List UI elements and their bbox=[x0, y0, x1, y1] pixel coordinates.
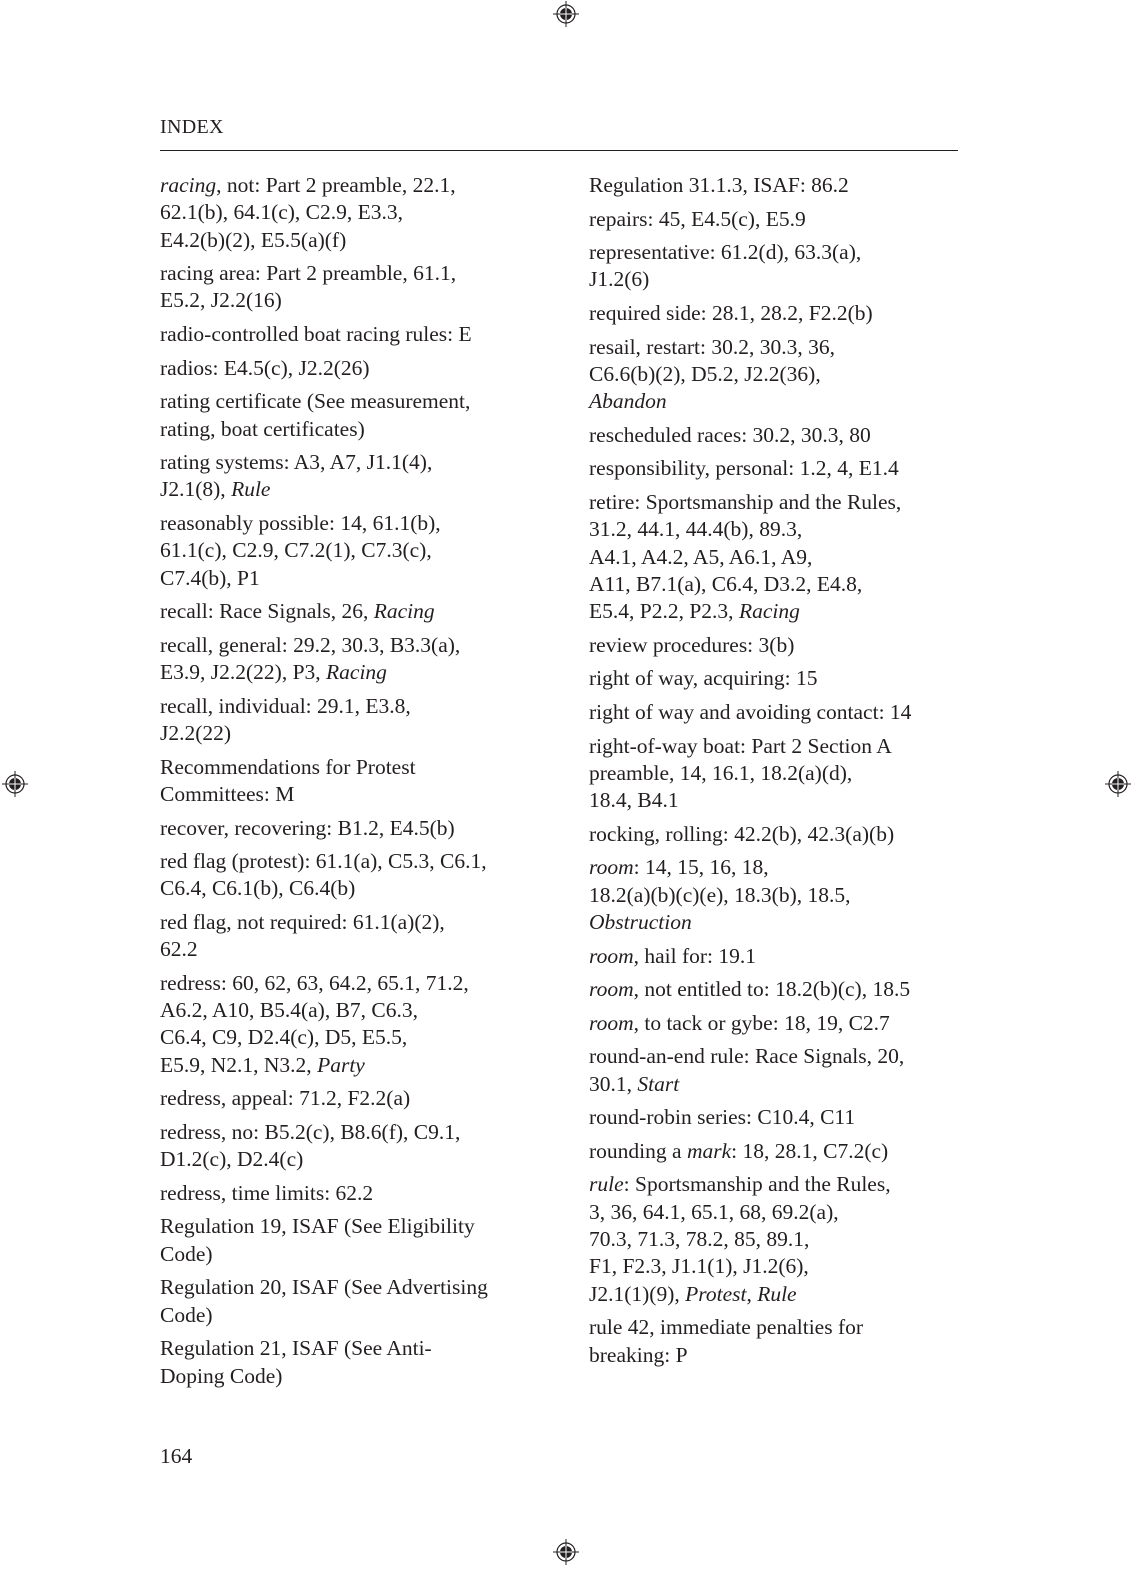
italic-term: racing bbox=[160, 173, 217, 197]
entry-text: rating systems: A3, A7, J1.1(4), bbox=[160, 450, 433, 475]
entry-text: redress, no: B5.2(c), B8.6(f), C9.1, bbox=[160, 1119, 461, 1144]
entry-text: Regulation 31.1.3, ISAF: 86.2 bbox=[589, 173, 849, 197]
index-entry-heading-line bbox=[160, 172, 540, 199]
index-entry-continuation-line bbox=[160, 659, 540, 686]
entry-text: : Sportsmanship and the Rules, bbox=[623, 1172, 891, 1197]
index-entry-heading-line bbox=[160, 1213, 540, 1240]
index-entry-heading-line bbox=[160, 848, 540, 875]
index-entry-continuation-line bbox=[589, 909, 969, 936]
index-entry-continuation-line bbox=[160, 1302, 540, 1329]
entry-text: , not: Part 2 preamble, 22.1, bbox=[216, 173, 456, 197]
index-entry-continuation-line bbox=[160, 781, 540, 808]
entry-text: redress, time limits: 62.2 bbox=[160, 1180, 374, 1205]
index-entry-continuation-line bbox=[160, 565, 540, 592]
index-entry-heading-line bbox=[160, 260, 540, 287]
index-entry bbox=[589, 1171, 969, 1307]
entry-text: resail, restart: 30.2, 30.3, 36, bbox=[589, 334, 836, 359]
index-entry-continuation-line bbox=[589, 1226, 969, 1253]
index-entry bbox=[160, 1180, 540, 1207]
entry-text: A11, B7.1(a), C6.4, D3.2, E4.8, bbox=[589, 571, 863, 596]
italic-term: Racing bbox=[373, 599, 435, 624]
entry-text: retire: Sportsmanship and the Rules, bbox=[589, 490, 902, 515]
index-entry-heading-line bbox=[160, 510, 540, 537]
index-entry-heading-line bbox=[160, 632, 540, 659]
index-entry bbox=[589, 334, 969, 416]
index-entry-heading-line bbox=[160, 754, 540, 781]
entry-text: responsibility, personal: 1.2, 4, E1.4 bbox=[589, 456, 899, 481]
index-entry bbox=[589, 422, 969, 449]
index-entry bbox=[160, 848, 540, 903]
entry-text: C6.4, C9, D2.4(c), D5, E5.5, bbox=[160, 1025, 408, 1050]
index-entry bbox=[589, 455, 969, 482]
entry-text: C6.4, C6.1(b), C6.4(b) bbox=[160, 876, 356, 901]
index-entry bbox=[589, 1314, 969, 1369]
entry-text: 18.4, B4.1 bbox=[589, 788, 679, 813]
italic-term: Party bbox=[317, 1052, 365, 1077]
index-entry bbox=[160, 1335, 540, 1390]
index-entry-heading-line bbox=[160, 1335, 540, 1362]
index-entry-continuation-line bbox=[160, 1146, 540, 1173]
index-entry-continuation-line bbox=[589, 1071, 969, 1098]
index-entry-continuation-line bbox=[160, 875, 540, 902]
entry-text: 62.1(b), 64.1(c), C2.9, E3.3, bbox=[160, 200, 404, 225]
index-entry bbox=[589, 300, 969, 327]
index-entry-heading-line bbox=[589, 422, 969, 449]
entry-text: 70.3, 71.3, 78.2, 85, 89.1, bbox=[589, 1227, 810, 1252]
index-entry-heading-line bbox=[160, 388, 540, 415]
entry-text: redress: 60, 62, 63, 64.2, 65.1, 71.2, bbox=[160, 970, 469, 995]
entry-text: Recommendations for Protest bbox=[160, 754, 416, 779]
italic-term: Racing bbox=[326, 660, 387, 685]
index-entry-heading-line bbox=[160, 1274, 540, 1301]
index-entry-continuation-line bbox=[589, 361, 969, 388]
entry-text: rocking, rolling: 42.2(b), 42.3(a)(b) bbox=[589, 821, 895, 846]
entry-text: recover, recovering: B1.2, E4.5(b) bbox=[160, 815, 455, 840]
italic-term: rule bbox=[589, 1172, 624, 1197]
index-entry-continuation-line bbox=[589, 544, 969, 571]
entry-text: E5.2, J2.2(16) bbox=[160, 288, 282, 313]
italic-term: Rule bbox=[231, 477, 271, 502]
crosshair-registration-icon bbox=[1, 770, 29, 798]
entry-text: Regulation 19, ISAF (See Eligibility bbox=[160, 1214, 475, 1239]
index-entry-continuation-line bbox=[160, 227, 540, 254]
index-entry-heading-line bbox=[589, 300, 969, 327]
index-entry-heading-line bbox=[589, 665, 969, 692]
index-entry-continuation-line bbox=[589, 882, 969, 909]
entry-text: rounding a bbox=[589, 1138, 687, 1163]
entry-text: recall: Race Signals, 26, bbox=[160, 599, 374, 624]
index-entry bbox=[589, 489, 969, 625]
index-entry-heading-line bbox=[160, 321, 540, 348]
entry-text: E4.2(b)(2), E5.5(a)(f) bbox=[160, 227, 347, 252]
index-entry-heading-line bbox=[160, 1119, 540, 1146]
index-entry bbox=[160, 909, 540, 964]
index-entry bbox=[160, 260, 540, 315]
italic-term: Racing bbox=[738, 599, 800, 624]
entry-text: required side: 28.1, 28.2, F2.2(b) bbox=[589, 301, 873, 326]
entry-text: preamble, 14, 16.1, 18.2(a)(d), bbox=[589, 760, 853, 785]
index-entry-continuation-line bbox=[589, 1199, 969, 1226]
index-entry-continuation-line bbox=[160, 997, 540, 1024]
index-entry-continuation-line bbox=[589, 1253, 969, 1280]
italic-term: Start bbox=[637, 1071, 680, 1096]
entry-text: representative: 61.2(d), 63.3(a), bbox=[589, 240, 862, 265]
index-entry bbox=[160, 1119, 540, 1174]
index-entry bbox=[160, 172, 540, 254]
index-entry-continuation-line bbox=[589, 266, 969, 293]
entry-text: J1.2(6) bbox=[589, 267, 650, 292]
entry-text: , bbox=[746, 1281, 758, 1306]
entry-text: A4.1, A4.2, A5, A6.1, A9, bbox=[589, 544, 813, 569]
entry-text: rating, boat certificates) bbox=[160, 416, 365, 441]
entry-text: rescheduled races: 30.2, 30.3, 80 bbox=[589, 422, 871, 447]
index-entry-continuation-line bbox=[160, 720, 540, 747]
index-entry-heading-line bbox=[160, 598, 540, 625]
index-entry-continuation-line bbox=[160, 1052, 540, 1079]
index-entry bbox=[589, 172, 969, 199]
index-entry bbox=[160, 1085, 540, 1112]
crosshair-registration-icon bbox=[1104, 770, 1132, 798]
entry-text: round-an-end rule: Race Signals, 20, bbox=[589, 1044, 905, 1069]
index-entry bbox=[160, 1213, 540, 1268]
entry-text: red flag (protest): 61.1(a), C5.3, C6.1, bbox=[160, 849, 487, 874]
entry-text: breaking: P bbox=[589, 1342, 688, 1367]
index-entry-heading-line bbox=[589, 172, 969, 199]
index-entry bbox=[160, 449, 540, 504]
index-entry-heading-line bbox=[589, 334, 969, 361]
entry-text: right-of-way boat: Part 2 Section A bbox=[589, 733, 892, 758]
entry-text: Code) bbox=[160, 1241, 213, 1266]
index-entry bbox=[160, 598, 540, 625]
index-entry-heading-line bbox=[160, 693, 540, 720]
entry-text: E5.9, N2.1, N3.2, bbox=[160, 1052, 318, 1077]
index-entry-heading-line bbox=[589, 1171, 969, 1198]
index-entry-continuation-line bbox=[589, 388, 969, 415]
entry-text: radio-controlled boat racing rules: E bbox=[160, 322, 472, 347]
index-entry bbox=[160, 754, 540, 809]
entry-text: repairs: 45, E4.5(c), E5.9 bbox=[589, 206, 806, 231]
entry-text: Regulation 21, ISAF (See Anti- bbox=[160, 1336, 432, 1361]
index-entry-heading-line bbox=[160, 355, 540, 382]
entry-text: right of way, acquiring: 15 bbox=[589, 666, 818, 691]
index-entry-heading-line bbox=[589, 206, 969, 233]
entry-text: F1, F2.3, J1.1(1), J1.2(6), bbox=[589, 1254, 809, 1279]
index-entry bbox=[589, 239, 969, 294]
header-rule bbox=[160, 150, 958, 151]
entry-text: 30.1, bbox=[589, 1071, 638, 1096]
entry-text: Code) bbox=[160, 1302, 213, 1327]
page-number: 164 bbox=[160, 1444, 193, 1468]
index-entry bbox=[589, 976, 969, 1003]
index-entry-heading-line bbox=[589, 976, 969, 1003]
index-entry-heading-line bbox=[160, 449, 540, 476]
index-entry-continuation-line bbox=[160, 936, 540, 963]
index-entry bbox=[589, 1043, 969, 1098]
index-entry-heading-line bbox=[160, 815, 540, 842]
index-entry-continuation-line bbox=[589, 1281, 969, 1308]
index-entry-heading-line bbox=[160, 970, 540, 997]
entry-text: : 18, 28.1, C7.2(c) bbox=[731, 1138, 889, 1163]
entry-text: 3, 36, 64.1, 65.1, 68, 69.2(a), bbox=[589, 1199, 839, 1224]
entry-text: red flag, not required: 61.1(a)(2), bbox=[160, 909, 445, 934]
index-entry bbox=[160, 1274, 540, 1329]
entry-text: , not entitled to: 18.2(b)(c), 18.5 bbox=[633, 977, 911, 1002]
italic-term: Protest bbox=[685, 1281, 747, 1306]
index-entry-continuation-line bbox=[589, 516, 969, 543]
italic-term: room bbox=[589, 855, 634, 880]
index-entry-heading-line bbox=[589, 854, 969, 881]
italic-term: Abandon bbox=[589, 389, 667, 414]
index-entry bbox=[589, 665, 969, 692]
italic-term: mark bbox=[686, 1138, 732, 1163]
index-entry-continuation-line bbox=[589, 760, 969, 787]
index-entry bbox=[160, 970, 540, 1079]
index-entry-continuation-line bbox=[589, 1342, 969, 1369]
index-entry-heading-line bbox=[589, 1104, 969, 1131]
entry-text: E5.4, P2.2, P2.3, bbox=[589, 599, 739, 624]
index-entry-heading-line bbox=[589, 821, 969, 848]
index-column-right bbox=[589, 172, 969, 1375]
index-entry-continuation-line bbox=[589, 571, 969, 598]
index-entry bbox=[589, 1010, 969, 1037]
entry-text: J2.1(8), bbox=[160, 477, 232, 502]
entry-text: recall, individual: 29.1, E3.8, bbox=[160, 693, 411, 718]
index-entry bbox=[160, 510, 540, 592]
index-entry-continuation-line bbox=[160, 1363, 540, 1390]
index-entry-continuation-line bbox=[589, 787, 969, 814]
entry-text: C6.6(b)(2), D5.2, J2.2(36), bbox=[589, 361, 821, 386]
index-entry-continuation-line bbox=[589, 598, 969, 625]
index-entry-heading-line bbox=[589, 733, 969, 760]
entry-text: , hail for: 19.1 bbox=[633, 943, 757, 968]
running-head: INDEX bbox=[160, 116, 224, 138]
italic-term: Rule bbox=[757, 1281, 797, 1306]
index-entry-continuation-line bbox=[160, 416, 540, 443]
index-entry bbox=[589, 1104, 969, 1131]
index-entry bbox=[589, 854, 969, 936]
entry-text: recall, general: 29.2, 30.3, B3.3(a), bbox=[160, 632, 461, 657]
index-entry-heading-line bbox=[589, 699, 969, 726]
entry-text: racing area: Part 2 preamble, 61.1, bbox=[160, 261, 457, 286]
index-entry-heading-line bbox=[589, 1314, 969, 1341]
entry-text: Doping Code) bbox=[160, 1363, 283, 1388]
entry-text: Regulation 20, ISAF (See Advertising bbox=[160, 1275, 488, 1300]
entry-text: J2.2(22) bbox=[160, 721, 232, 746]
entry-text: right of way and avoiding contact: 14 bbox=[589, 700, 912, 725]
index-entry-heading-line bbox=[589, 943, 969, 970]
entry-text: , to tack or gybe: 18, 19, C2.7 bbox=[633, 1010, 890, 1035]
crosshair-registration-icon bbox=[552, 1538, 580, 1566]
entry-text: A6.2, A10, B5.4(a), B7, C6.3, bbox=[160, 998, 418, 1023]
index-entry bbox=[589, 206, 969, 233]
index-entry-heading-line bbox=[589, 455, 969, 482]
index-column-left bbox=[160, 172, 540, 1396]
index-entry bbox=[589, 632, 969, 659]
crosshair-registration-icon bbox=[552, 0, 580, 28]
index-entry-heading-line bbox=[589, 632, 969, 659]
index-entry bbox=[589, 943, 969, 970]
index-entry bbox=[589, 1138, 969, 1165]
index-entry-heading-line bbox=[589, 489, 969, 516]
entry-text: Committees: M bbox=[160, 781, 295, 806]
index-entry bbox=[160, 693, 540, 748]
entry-text: 18.2(a)(b)(c)(e), 18.3(b), 18.5, bbox=[589, 882, 851, 907]
index-entry-heading-line bbox=[160, 1085, 540, 1112]
entry-text: 61.1(c), C2.9, C7.2(1), C7.3(c), bbox=[160, 538, 432, 563]
index-entry-continuation-line bbox=[160, 199, 540, 226]
index-entry-continuation-line bbox=[160, 537, 540, 564]
index-entry bbox=[160, 321, 540, 348]
index-entry bbox=[160, 632, 540, 687]
entry-text: reasonably possible: 14, 61.1(b), bbox=[160, 511, 441, 536]
index-entry-continuation-line bbox=[160, 1024, 540, 1051]
entry-text: : 14, 15, 16, 18, bbox=[633, 855, 769, 880]
entry-text: 31.2, 44.1, 44.4(b), 89.3, bbox=[589, 517, 803, 542]
italic-term: Obstruction bbox=[589, 909, 692, 934]
index-entry-heading-line bbox=[160, 909, 540, 936]
italic-term: room bbox=[589, 977, 634, 1002]
index-entry bbox=[160, 355, 540, 382]
index-entry bbox=[589, 699, 969, 726]
entry-text: round-robin series: C10.4, C11 bbox=[589, 1105, 856, 1130]
entry-text: review procedures: 3(b) bbox=[589, 632, 795, 657]
index-entry bbox=[160, 388, 540, 443]
index-entry-heading-line bbox=[589, 1043, 969, 1070]
index-entry bbox=[589, 821, 969, 848]
index-entry bbox=[160, 815, 540, 842]
index-entry-continuation-line bbox=[160, 1241, 540, 1268]
entry-text: redress, appeal: 71.2, F2.2(a) bbox=[160, 1086, 411, 1111]
entry-text: 62.2 bbox=[160, 937, 198, 962]
index-entry-heading-line bbox=[589, 239, 969, 266]
entry-text: radios: E4.5(c), J2.2(26) bbox=[160, 355, 370, 380]
entry-text: rating certificate (See measurement, bbox=[160, 389, 471, 414]
entry-text: E3.9, J2.2(22), P3, bbox=[160, 660, 327, 685]
italic-term: room bbox=[589, 1010, 634, 1035]
index-entry-heading-line bbox=[160, 1180, 540, 1207]
index-entry bbox=[589, 733, 969, 815]
entry-text: rule 42, immediate penalties for bbox=[589, 1315, 864, 1340]
index-entry-continuation-line bbox=[160, 287, 540, 314]
entry-text: D1.2(c), D2.4(c) bbox=[160, 1147, 304, 1172]
entry-text: J2.1(1)(9), bbox=[589, 1281, 686, 1306]
entry-text: C7.4(b), P1 bbox=[160, 565, 260, 590]
index-entry-continuation-line bbox=[160, 476, 540, 503]
index-entry-heading-line bbox=[589, 1010, 969, 1037]
index-entry-heading-line bbox=[589, 1138, 969, 1165]
italic-term: room bbox=[589, 943, 634, 968]
